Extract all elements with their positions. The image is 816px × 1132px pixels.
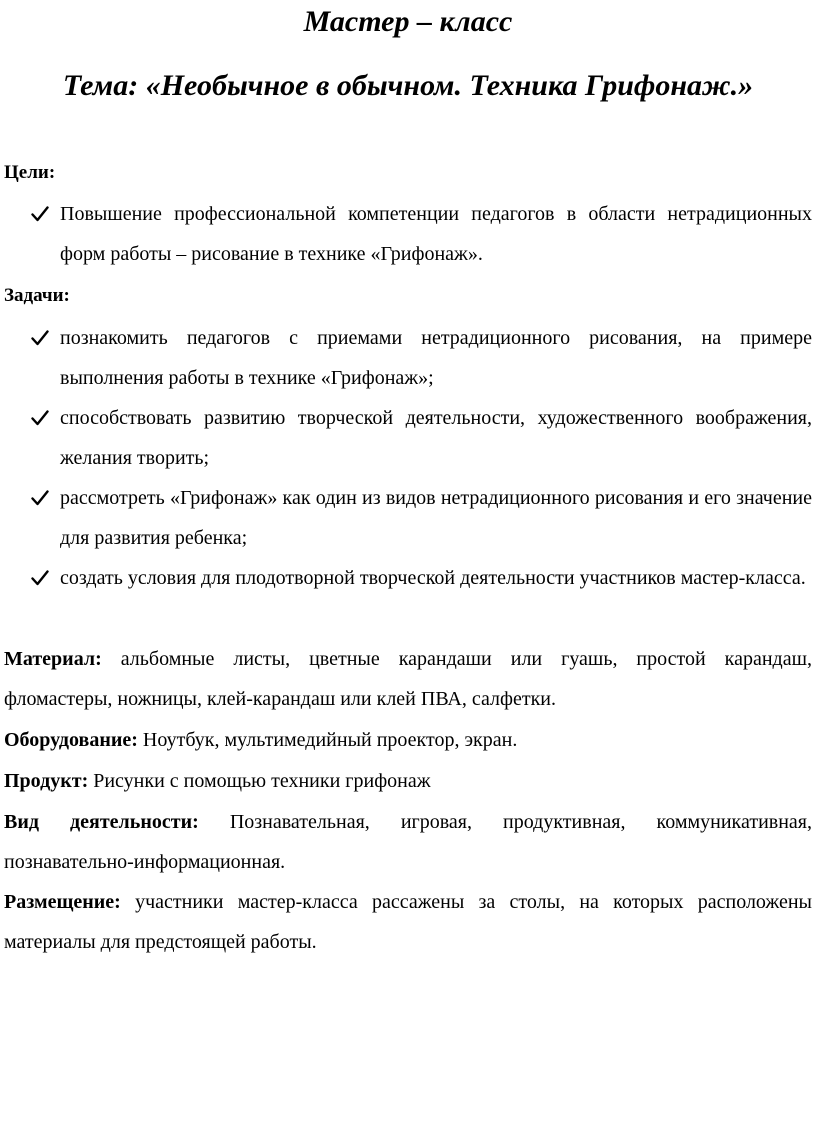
placement-paragraph — [4, 882, 812, 962]
checkmark-icon — [31, 489, 49, 507]
list-item — [0, 194, 816, 274]
product-text: Рисунки с помощью техники грифонаж — [88, 770, 431, 792]
checkmark-icon — [31, 329, 49, 347]
material-label: Материал: — [4, 648, 102, 670]
list-item — [0, 318, 816, 398]
list-item-text: познакомить педагогов с приемами нетрадиционного рисования, на примере выполнения работы в технике «Грифонаж»; — [60, 327, 812, 389]
product-paragraph — [4, 761, 812, 801]
equipment-label: Оборудование: — [4, 729, 138, 751]
tasks-list — [0, 318, 816, 598]
equipment-paragraph — [4, 720, 812, 760]
product-label: Продукт: — [4, 770, 89, 792]
list-item — [0, 478, 816, 558]
list-item-text: создать условия для плодотворной творческой деятельности участников мастер-класса. — [60, 567, 806, 589]
list-item-text: способствовать развитию творческой деятельности, художественного воображения, желания творить; — [60, 407, 812, 469]
list-item — [0, 558, 816, 598]
placement-label: Размещение: — [4, 891, 121, 913]
goals-list — [0, 194, 816, 274]
activity-text: Познавательная, игровая, продуктивная, коммуникативная, познавательно-информационная. — [4, 811, 813, 873]
material-paragraph — [4, 639, 812, 719]
tasks-heading: Задачи: — [4, 285, 70, 306]
material-text: альбомные листы, цветные карандаши или гуашь, простой карандаш, фломастеры, ножницы, клей-карандаш или клей ПВА, салфетки. — [4, 648, 812, 710]
list-item-text: рассмотреть «Грифонаж» как один из видов нетрадиционного рисования и его значение для развития ребенка; — [60, 487, 812, 549]
equipment-text: Ноутбук, мультимедийный проектор, экран. — [137, 729, 518, 751]
checkmark-icon — [31, 409, 49, 427]
checkmark-icon — [31, 205, 49, 223]
goals-heading: Цели: — [4, 162, 56, 183]
document-title: Мастер – класс — [303, 5, 513, 38]
placement-text: участники мастер-класса рассажены за столы, на которых расположены материалы для предстоящей работы. — [4, 891, 812, 953]
activity-label: Вид деятельности: — [4, 811, 199, 833]
document-topic: Тема: «Необычное в обычном. Техника Грифонаж.» — [62, 69, 754, 102]
list-item-text: Повышение профессиональной компетенции педагогов в области нетрадиционных форм работы – рисование в технике «Грифонаж». — [60, 203, 812, 265]
activity-paragraph — [4, 802, 812, 882]
list-item — [0, 398, 816, 478]
checkmark-icon — [31, 569, 49, 587]
